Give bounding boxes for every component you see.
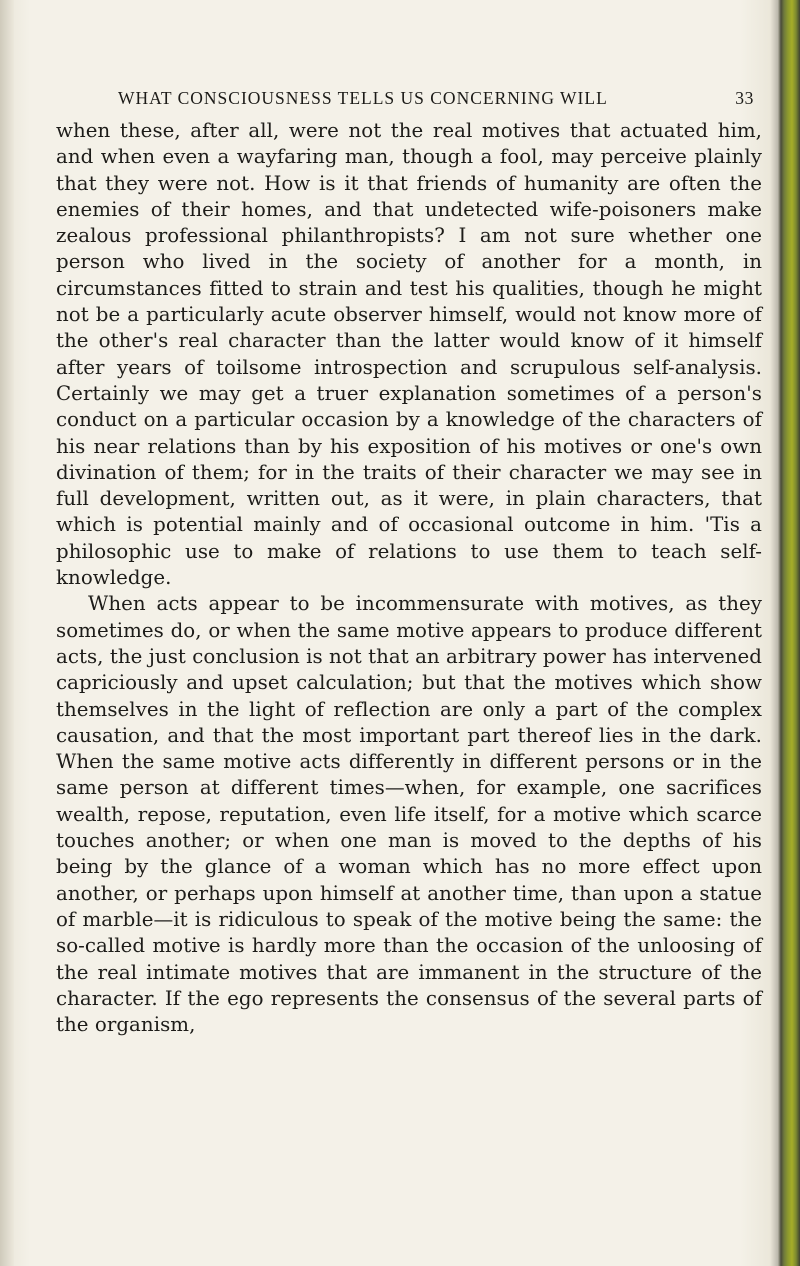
- page-header: [118, 88, 758, 109]
- page-left-edge: [0, 0, 14, 1266]
- page-number: 33: [735, 88, 754, 108]
- book-binding-edge: [778, 0, 800, 1266]
- body-text: [56, 118, 762, 1038]
- paragraph: When acts appear to be incommensurate with motives, as they sometimes do, or when the same motive appears to produce different acts, the just conclusion is not that an arbitrary power has intervened capriciously and upset calculation; but that the motives which show themselves in the light of reflection are only a part of the complex causation, and that the most important part thereof lies in the dark. When the same motive acts differently in different persons or in the same person at different times—when, for example, one sacrifices wealth, repose, reputation, even life itself, for a motive which scarce touches another; or when one man is moved to the depths of his being by the glance of a woman which has no more effect upon another, or perhaps upon himself at another time, than upon a statue of marble—it is ridiculous to speak of the motive being the same: the so-called motive is hardly more than the occasion of the unloosing of the real intimate motives that are immanent in the structure of the character. If the ego represents the consensus of the several parts of the organism,: [56, 592, 762, 1037]
- paragraph-continuation: when these, after all, were not the real motives that actuated him, and when even a wayfaring man, though a fool, may perceive plainly that they were not. How is it that friends of humanity are often the enemies of their homes, and that undetected wife-poisoners make zealous professional philanthropists? I am not sure whether one person who lived in the society of another for a month, in circumstances fitted to strain and test his qualities, though he might not be a particularly acute observer himself, would not know more of the other's real character than the latter would know of it himself after years of toilsome introspection and scrupulous self-analysis. Certainly we may get a truer explanation sometimes of a person's conduct on a particular occasion by a knowledge of the characters of his near relations than by his exposition of his motives or one's own divination of them; for in the traits of their character we may see in full development, written out, as it were, in plain characters, that which is potential mainly and of occasional outcome in him. 'Tis a philosophic use to make of relations to use them to teach self-knowledge.: [56, 119, 762, 590]
- running-head: WHAT CONSCIOUSNESS TELLS US CONCERNING WILL: [118, 88, 608, 108]
